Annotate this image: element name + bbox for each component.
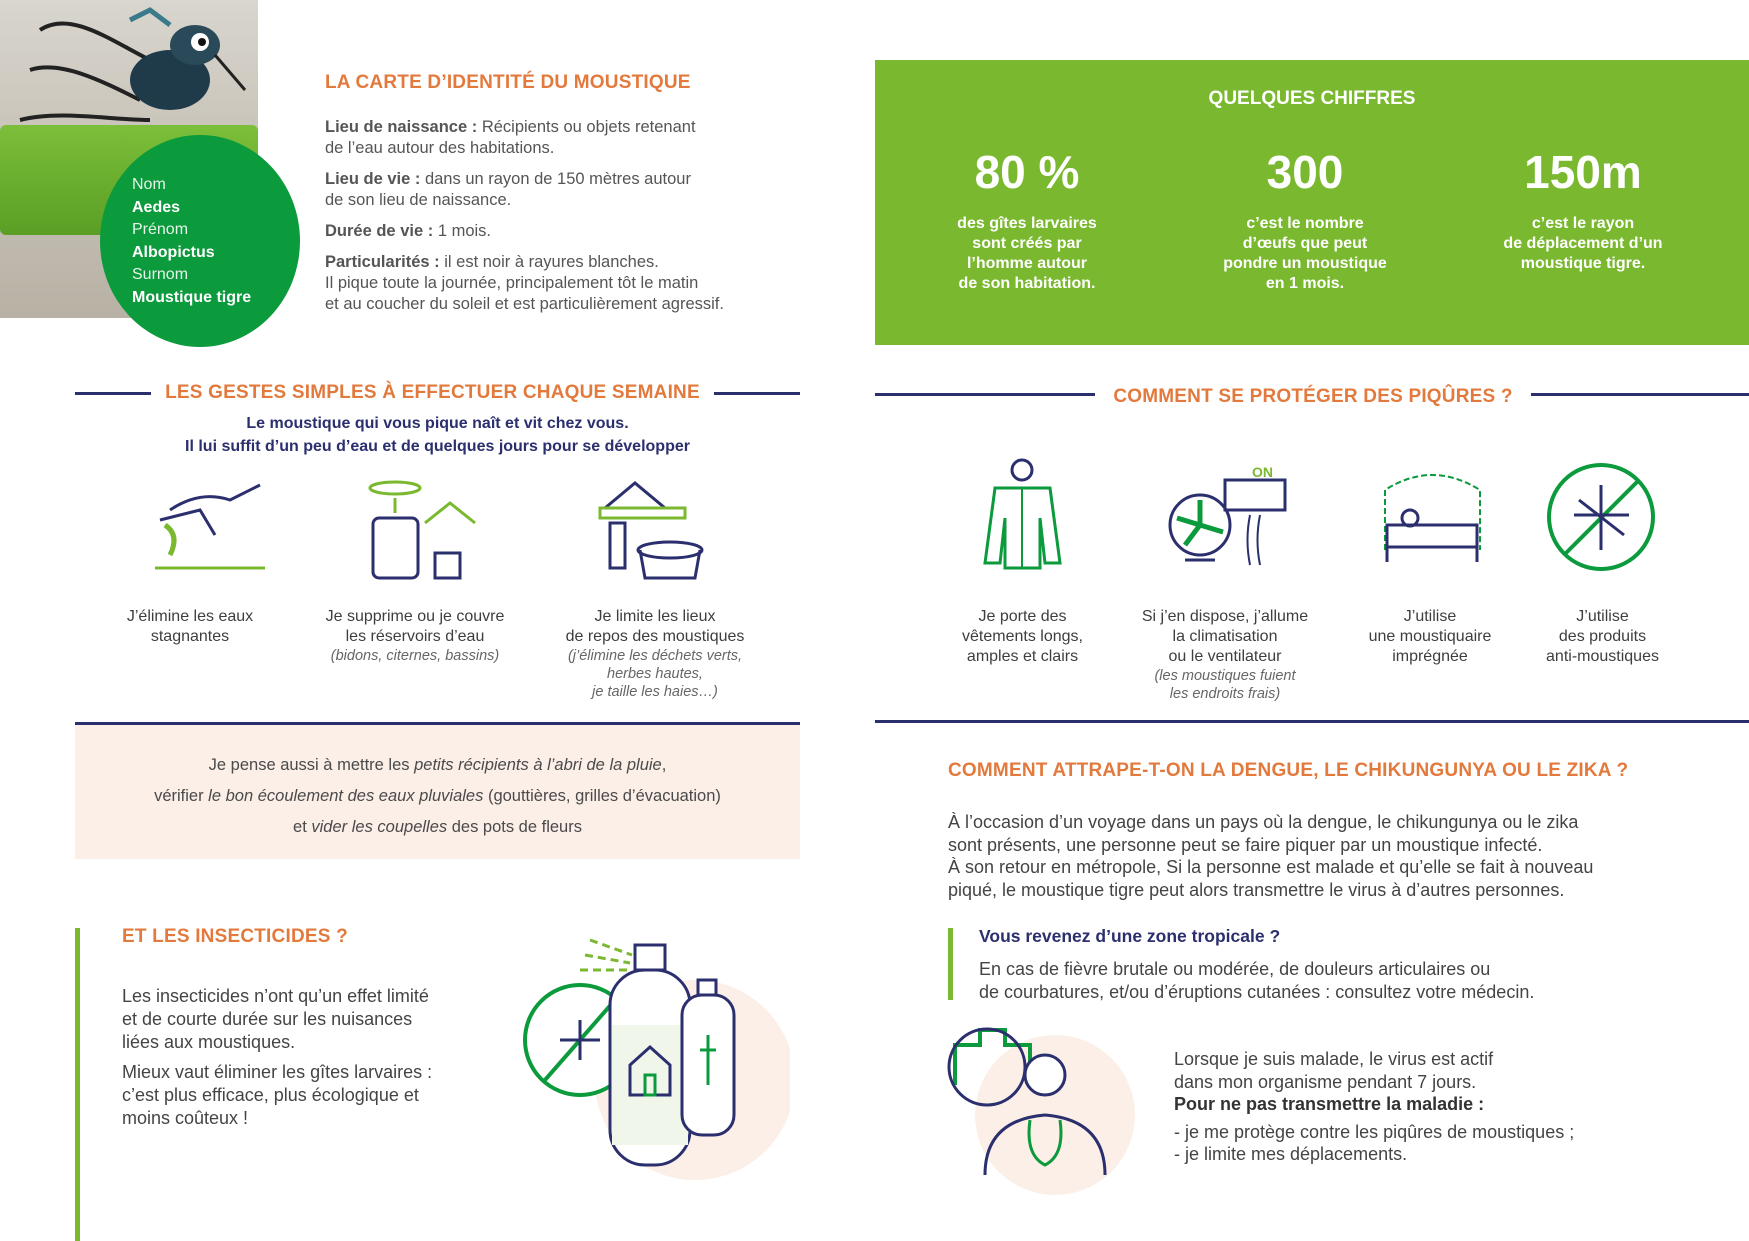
fact-text: de l’eau autour des habitations. — [325, 139, 555, 157]
caption-line: Je porte des — [978, 608, 1067, 625]
gesture-caption — [95, 607, 285, 647]
caption-line: des produits — [1558, 628, 1647, 645]
dengue-title: COMMENT ATTRAPE-T-ON LA DENGUE, LE CHIKUNGUNYA OU LE ZIKA ? — [948, 760, 1629, 781]
stat-number: 150m — [1524, 146, 1642, 198]
fact-text: Récipients ou objets retenant — [481, 118, 696, 136]
dengue-line: À son retour en métropole, Si la personne est malade et qu’elle se fait à nouveau — [948, 857, 1594, 877]
caption-line: vêtements longs, — [962, 628, 1083, 645]
gestures-subtitle — [75, 412, 800, 458]
stat-line: d’œufs que peut — [1242, 235, 1368, 252]
stat-line: c’est le rayon — [1531, 215, 1635, 232]
sick-bold: Pour ne pas transmettre la maladie : — [1174, 1094, 1485, 1114]
card-value-nom: Aedes — [132, 198, 181, 216]
fact-text: il est noir à rayures blanches. — [444, 253, 659, 271]
caption-note: les endroits frais) — [1169, 686, 1281, 702]
caption-line: J’utilise — [1403, 608, 1457, 625]
fact-key: Lieu de naissance : — [325, 118, 478, 136]
insecticides-title: ET LES INSECTICIDES ? — [122, 926, 348, 947]
caption-line: Je supprime ou je couvre — [325, 608, 505, 625]
dengue-line: À l’occasion d’un voyage dans un pays où la dengue, le chikungunya ou le zika — [948, 812, 1579, 832]
gutter-icon — [595, 478, 715, 583]
insecticides-line: Les insecticides n’ont qu’un effet limité — [122, 986, 429, 1006]
stats-panel — [875, 60, 1749, 345]
caption-line: J’élimine les eaux — [126, 608, 254, 625]
identity-title: LA CARTE D’IDENTITÉ DU MOUSTIQUE — [325, 72, 691, 93]
stat-item — [897, 142, 1157, 294]
caption-line: une moustiquaire — [1368, 628, 1492, 645]
caption-line: ou le ventilateur — [1168, 648, 1282, 665]
caption-note: (les moustiques fuient — [1154, 668, 1296, 684]
tropical-line: de courbatures, et/ou d’éruptions cutanées : consultez votre médecin. — [979, 981, 1535, 1002]
tip-line — [75, 812, 800, 843]
dengue-line: piqué, le moustique tigre peut alors transmettre le virus à d’autres personnes. — [948, 879, 1565, 900]
caption-note: (bidons, citernes, bassins) — [330, 648, 500, 664]
caption-note: (j’élimine les déchets verts, — [567, 648, 743, 664]
tropical-line: En cas de fièvre brutale ou modérée, de douleurs articulaires ou — [979, 959, 1491, 979]
tip-text: (gouttières, grilles d’évacuation) — [483, 787, 721, 805]
tip-line — [75, 750, 800, 781]
caption-line: de repos des moustiques — [565, 628, 745, 645]
gesture-caption — [305, 607, 525, 665]
tropical-bar — [948, 928, 953, 1000]
water-tank-icon — [365, 478, 485, 583]
on-label: ON — [1252, 464, 1273, 480]
protect-caption — [1520, 607, 1685, 667]
tip-emphasis: vider les coupelles — [311, 818, 448, 836]
stat-line: de son habitation. — [958, 275, 1096, 292]
protect-caption — [1345, 607, 1515, 667]
insecticides-line: c’est plus efficace, plus écologique et — [122, 1085, 419, 1105]
tip-text: et — [293, 818, 312, 836]
tip-text: , — [661, 756, 667, 774]
gestures-subtitle-line: Il lui suffit d’un peu d’eau et de quelques jours pour se développer — [185, 438, 690, 455]
dengue-line: sont présents, une personne peut se faire piquer par un moustique infecté. — [948, 834, 1543, 855]
caption-line: anti-moustiques — [1546, 648, 1659, 665]
card-label-surnom: Surnom — [132, 266, 189, 283]
tip-emphasis: petits récipients à l’abri de la pluie — [414, 756, 662, 774]
fact-key: Particularités : — [325, 253, 440, 271]
stats-title: QUELQUES CHIFFRES — [1208, 88, 1416, 109]
stat-line: moustique tigre. — [1520, 255, 1646, 272]
protect-caption — [1115, 607, 1335, 703]
stat-number: 300 — [1266, 146, 1344, 198]
insecticides-bar — [75, 928, 80, 1241]
card-label-nom: Nom — [132, 176, 166, 193]
tip-box — [75, 722, 800, 859]
fact-text: 1 mois. — [437, 222, 491, 240]
caption-note: herbes hautes, — [607, 666, 703, 682]
doctor-icon — [945, 1025, 1145, 1200]
tip-text: des pots de fleurs — [447, 818, 582, 836]
tropical-text — [979, 958, 1719, 1003]
tip-line — [75, 781, 800, 812]
tip-emphasis: le bon écoulement des eaux pluviales — [208, 787, 484, 805]
sick-line: Lorsque je suis malade, le virus est actif — [1174, 1049, 1494, 1069]
caption-line: Je limite les lieux — [594, 608, 716, 625]
gestures-subtitle-line: Le moustique qui vous pique naît et vit chez vous. — [246, 415, 629, 432]
stat-line: pondre un moustique — [1223, 255, 1387, 272]
protect-title: COMMENT SE PROTÉGER DES PIQÛRES ? — [1113, 386, 1513, 407]
stagnant-water-icon — [140, 480, 270, 580]
identity-card — [132, 174, 302, 309]
protect-caption — [935, 607, 1110, 667]
divider — [75, 392, 151, 395]
insecticides-line: et de courte durée sur les nuisances — [122, 1009, 413, 1029]
sick-text — [1174, 1048, 1734, 1166]
insecticides-line: moins coûteux ! — [122, 1108, 249, 1128]
divider — [875, 720, 1749, 723]
card-value-prenom: Albopictus — [132, 243, 215, 261]
divider — [875, 393, 1095, 396]
caption-line: la climatisation — [1172, 628, 1278, 645]
caption-line: Si j’en dispose, j’allume — [1141, 608, 1309, 625]
stat-line: en 1 mois. — [1265, 275, 1345, 292]
mosquito-net-icon — [1375, 470, 1490, 565]
stat-item — [1453, 142, 1713, 274]
insecticides-line: liées aux moustiques. — [122, 1032, 296, 1052]
divider — [1531, 393, 1749, 396]
fact-key: Lieu de vie : — [325, 170, 421, 188]
insecticide-spray-icon — [520, 935, 790, 1180]
tip-text: Je pense aussi à mettre les — [208, 756, 415, 774]
fact-text: Il pique toute la journée, principalement tôt le matin — [325, 274, 699, 292]
stat-line: sont créés par — [972, 235, 1082, 252]
fact-key: Durée de vie : — [325, 222, 434, 240]
card-label-prenom: Prénom — [132, 221, 189, 238]
caption-line: stagnantes — [150, 628, 230, 645]
caption-line: J’utilise — [1576, 608, 1629, 625]
insecticides-text — [122, 985, 522, 1130]
no-mosquito-icon — [1544, 460, 1659, 575]
fact-text: de son lieu de naissance. — [325, 191, 512, 209]
gestures-title: LES GESTES SIMPLES À EFFECTUER CHAQUE SEMAINE — [165, 382, 700, 403]
fact-text: et au coucher du soleil et est particulièrement agressif. — [325, 295, 724, 313]
stat-line: des gîtes larvaires — [957, 215, 1097, 232]
stat-number: 80 % — [974, 146, 1080, 198]
fact-text: dans un rayon de 150 mètres autour — [424, 170, 691, 188]
sick-bullet: - je me protège contre les piqûres de moustiques ; — [1174, 1121, 1575, 1142]
insecticides-line: Mieux vaut éliminer les gîtes larvaires : — [122, 1062, 433, 1082]
stat-line: c’est le nombre — [1246, 215, 1364, 232]
identity-facts — [325, 117, 805, 315]
card-value-surnom: Moustique tigre — [132, 288, 252, 306]
sick-line: dans mon organisme pendant 7 jours. — [1174, 1071, 1477, 1092]
dengue-text — [948, 811, 1738, 901]
divider — [714, 392, 800, 395]
stat-line: l’homme autour — [966, 255, 1087, 272]
tropical-title: Vous revenez d’une zone tropicale ? — [979, 926, 1281, 946]
stat-item — [1175, 142, 1435, 294]
sick-bullet: - je limite mes déplacements. — [1174, 1144, 1408, 1164]
tip-text: vérifier — [154, 787, 209, 805]
gesture-caption — [540, 607, 770, 701]
caption-note: je taille les haies…) — [592, 684, 718, 700]
stat-line: de déplacement d’un — [1503, 235, 1663, 252]
caption-line: imprégnée — [1392, 648, 1468, 665]
caption-line: les réservoirs d’eau — [345, 628, 485, 645]
caption-line: amples et clairs — [966, 648, 1079, 665]
long-clothes-icon — [975, 458, 1070, 573]
